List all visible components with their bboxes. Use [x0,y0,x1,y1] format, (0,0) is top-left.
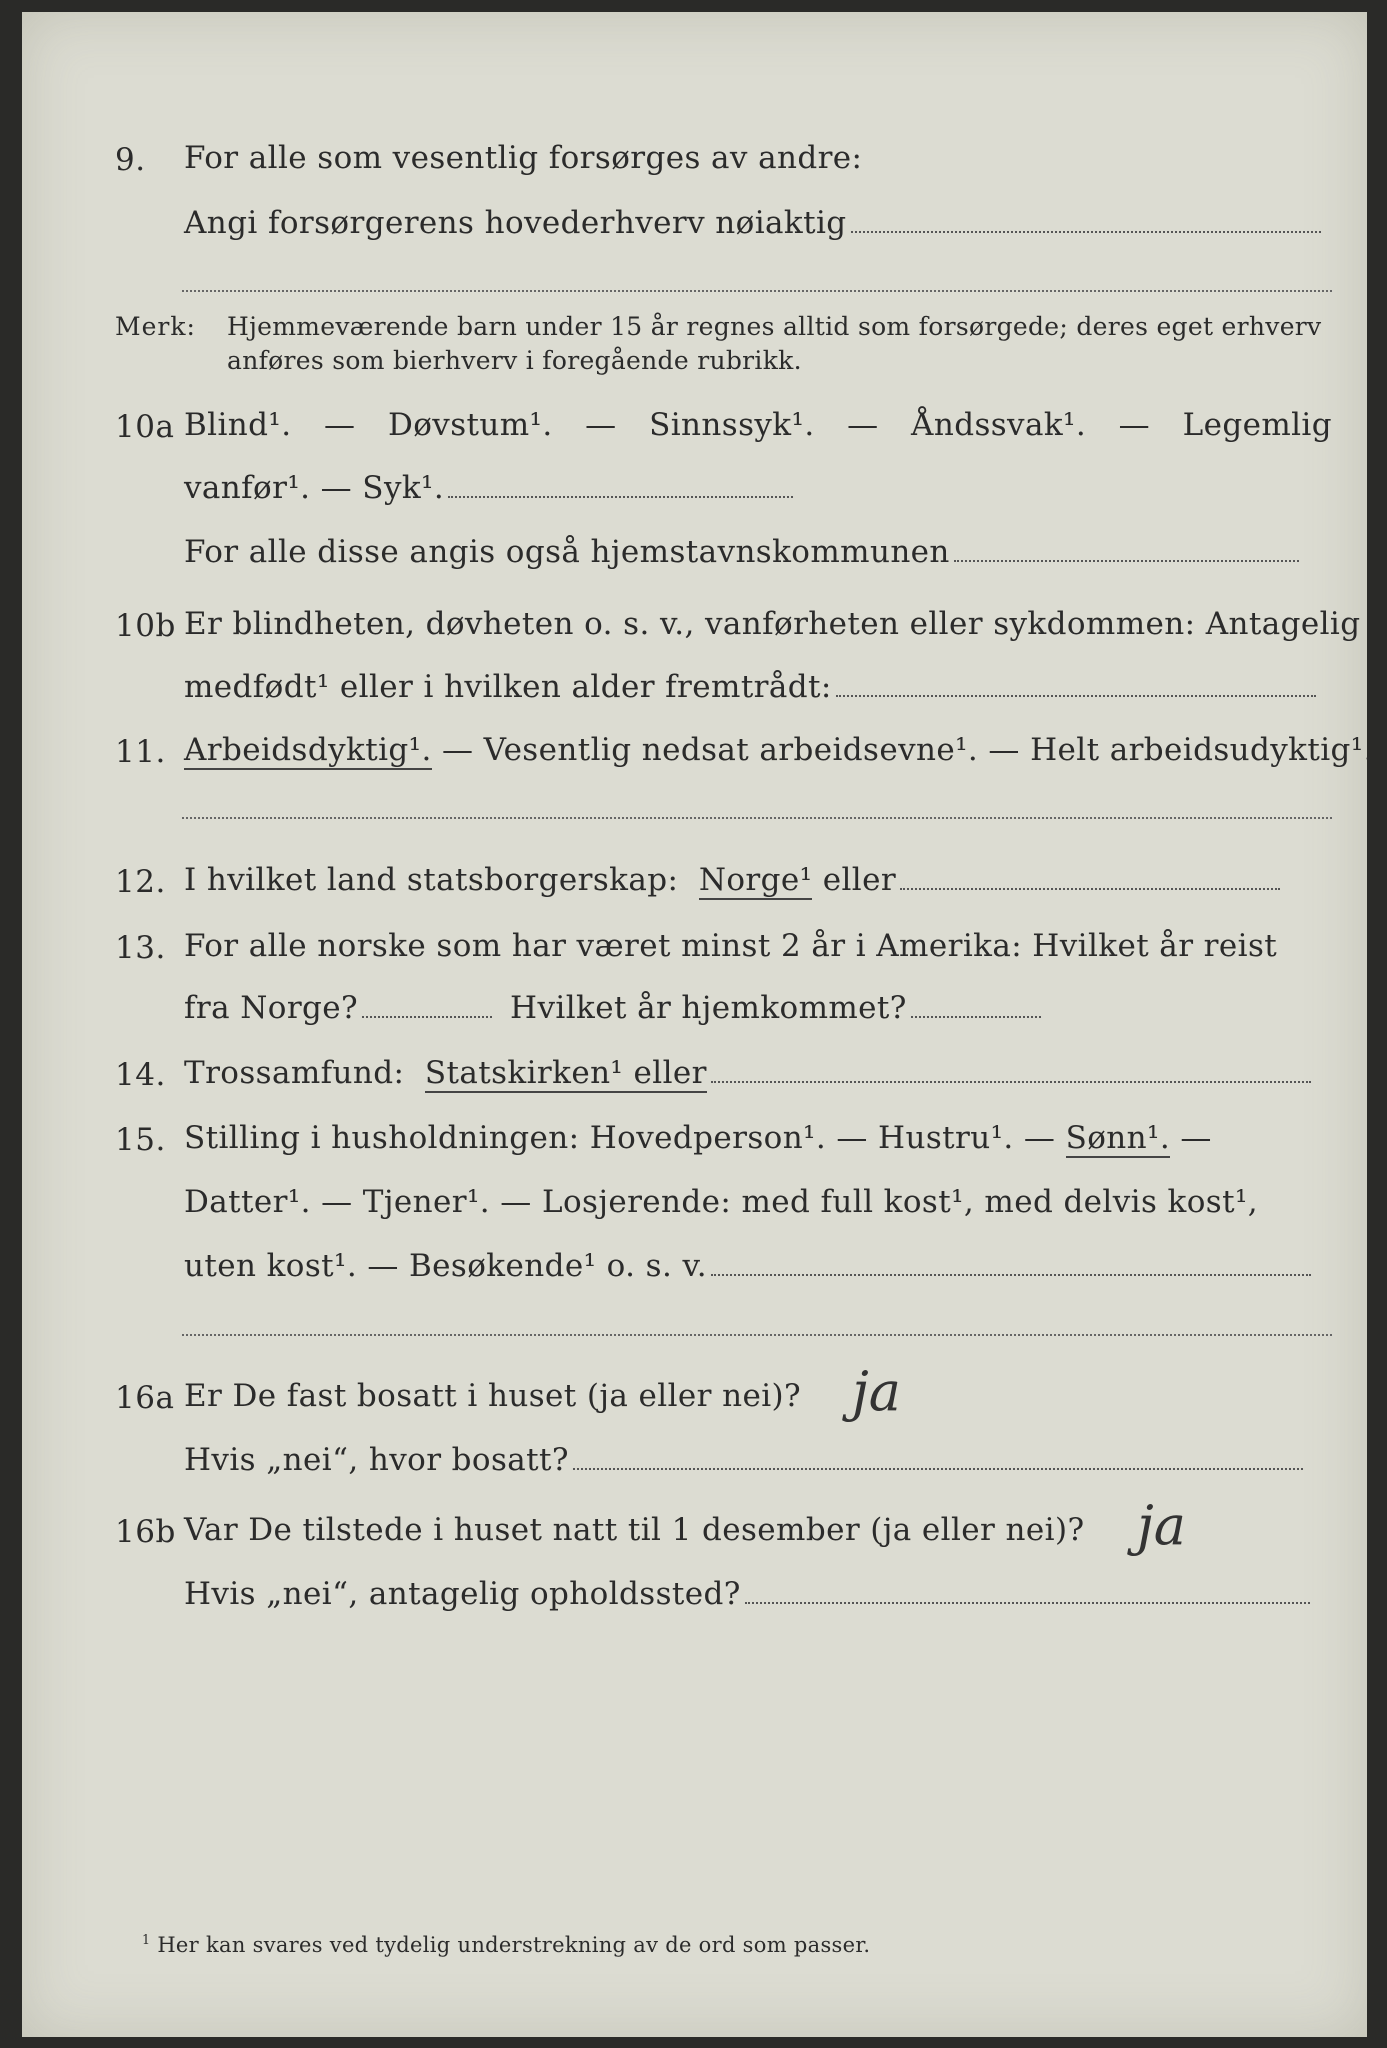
q9-line1: For alle som vesentlig forsørges av andre: [184,140,863,176]
q13-hjemkommet-label: Hvilket år hjemkommet? [510,990,907,1026]
merk-label: Merk: [115,312,196,341]
footnote [142,1932,870,1957]
q14-number: 14. [115,1057,166,1093]
q9-number: 9. [115,142,146,178]
q15-selected-sonn[interactable]: Sønn¹. [1065,1120,1171,1156]
census-form-page [22,12,1374,2037]
q15-line2: Datter¹. — Tjener¹. — Losjerende: med full kost¹, med delvis kost¹, [184,1184,1259,1220]
q15-line1-tail: — [1180,1120,1212,1156]
q16a-handwritten-answer[interactable]: ja [852,1360,901,1423]
q16b-number: 16b [115,1514,176,1550]
opt-legemlig: Legemlig [1182,407,1332,443]
dash: — [324,407,356,443]
q10a-hjemstavn-line[interactable] [954,559,1299,562]
opt-dovstum: Døvstum¹. [387,407,553,443]
q16a-line2-row [184,1442,1303,1478]
q13-reist-label: fra Norge? [184,990,359,1026]
q13-reist-line[interactable] [362,1015,492,1018]
q16b-line2: Hvis „nei“, antagelig opholdssted? [184,1576,741,1612]
footnote-text: Her kan svares ved tydelig understrekning av de ord som passer. [157,1933,871,1957]
q12-selected-norge[interactable]: Norge¹ [698,862,813,898]
q13-line2 [184,990,1041,1026]
q13-hjemkommet-line[interactable] [911,1015,1041,1018]
q12-line [184,862,1280,898]
q10b-line2-row [184,669,1316,705]
q12-tail: eller [822,862,897,898]
q15-line3: uten kost¹. — Besøkende¹ o. s. v. [184,1248,707,1284]
q11-rest: — Vesentlig nedsat arbeidsevne¹. — Helt arbeidsudyktig¹. [441,732,1374,768]
q14-text: Trossamfund: [184,1055,405,1091]
q9-line2-row [184,205,1321,241]
q10b-number: 10b [115,608,176,644]
q16b-line2-row [184,1576,1310,1612]
q15-rule [182,1334,1332,1336]
opt-sinnssyk: Sinnssyk¹. [649,407,815,443]
q14-selected-statskirken[interactable]: Statskirken¹ eller [424,1055,707,1091]
dash: — [1118,407,1151,443]
q9-line2: Angi forsørgerens hovederhverv nøiaktig [184,205,847,241]
q11-number: 11. [115,734,166,770]
q10b-line2: medfødt¹ eller i hvilken alder fremtrådt: [184,669,832,705]
q10b-line1: Er blindheten, døvheten o. s. v., vanførheten eller sykdommen: Antagelig [184,606,1361,642]
q10a-answer-line[interactable] [448,495,793,498]
q15-line1 [184,1120,1212,1156]
q11-line [184,732,1374,768]
q14-answer-line[interactable] [711,1080,1311,1083]
q16b-line1: Var De tilstede i huset natt til 1 desember (ja eller nei)? [184,1512,1085,1548]
opt-blind: Blind¹. [184,407,292,443]
q10a-line3-row [184,534,1299,570]
q16a-answer-line[interactable] [573,1467,1303,1470]
q10a-line3: For alle disse angis også hjemstavnskommunen [184,534,950,570]
q15-answer-line[interactable] [711,1273,1311,1276]
q16b-handwritten-answer[interactable]: ja [1137,1494,1186,1557]
q10a-number: 10a [115,409,175,445]
q11-selected-arbeidsdyktig[interactable]: Arbeidsdyktig¹. [184,732,432,768]
q10a-line2: vanfør¹. — Syk¹. [184,470,445,506]
q14-line [184,1055,1311,1091]
footnote-mark: 1 [142,1932,151,1947]
q13-number: 13. [115,930,166,966]
dash: — [847,407,879,443]
q9-answer-line[interactable] [851,230,1321,233]
q10b-answer-line[interactable] [836,694,1316,697]
q15-line3-row [184,1248,1311,1284]
q9-rule [182,290,1332,292]
q16a-line1: Er De fast bosatt i huset (ja eller nei)? [184,1378,802,1414]
q10a-line1 [184,407,1332,443]
q11-rule [182,817,1332,819]
q13-line1: For alle norske som har været minst 2 år i Amerika: Hvilket år reist [184,928,1278,964]
q12-number: 12. [115,864,166,900]
q10a-line2-row [184,470,793,506]
merk-text: Hjemmeværende barn under 15 år regnes alltid som forsørgede; deres eget erhverv anføres som bierhverv i foregående rubrikk. [227,312,1322,375]
q16b-answer-line[interactable] [745,1601,1310,1604]
q16a-number: 16a [115,1380,175,1416]
q12-text: I hvilket land statsborgerskap: [184,862,679,898]
q15-line1-text: Stilling i husholdningen: Hovedperson¹. — Hustru¹. — [184,1120,1056,1156]
q12-answer-line[interactable] [900,887,1280,890]
dash: — [585,407,617,443]
q15-number: 15. [115,1122,166,1158]
opt-andssvak: Åndssvak¹. [911,407,1087,443]
q16a-line2: Hvis „nei“, hvor bosatt? [184,1442,569,1478]
